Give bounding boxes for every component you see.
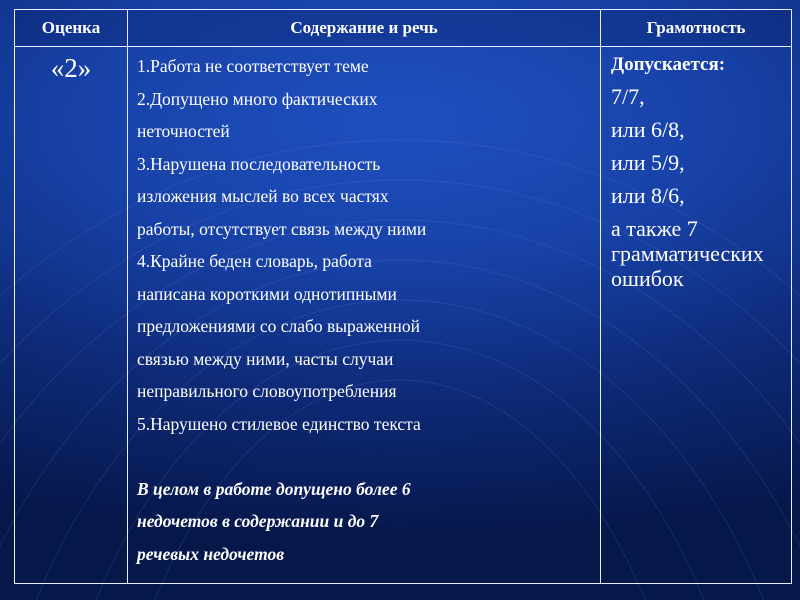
content-cell <box>128 47 601 584</box>
content-line: неточностей <box>137 121 230 141</box>
table-row <box>15 47 792 584</box>
summary-line: В целом в работе допущено более 6 <box>137 478 411 499</box>
content-line: неправильного словоупотребления <box>137 381 397 401</box>
summary-line: речевых недочетов <box>137 543 285 564</box>
content-line: работы, отсутствует связь между ними <box>137 218 427 239</box>
literacy-item: 7/7, <box>611 84 645 109</box>
content-line: изложения мыслей во всех частях <box>137 186 389 206</box>
literacy-item: или 8/6, <box>611 183 685 208</box>
literacy-item: или 6/8, <box>611 117 685 142</box>
content-line: 2.Допущено много фактических <box>137 88 378 109</box>
content-line: 3.Нарушена последовательность <box>137 153 381 174</box>
table-header-row <box>15 10 792 47</box>
header-literacy: Грамотность <box>601 10 792 47</box>
header-content-speech: Содержание и речь <box>128 10 601 47</box>
content-line: написана короткими однотипными <box>137 283 397 304</box>
literacy-last-item: а также 7 грамматических ошибок <box>611 216 764 291</box>
summary-line: недочетов в содержании и до 7 <box>137 511 379 531</box>
literacy-cell <box>601 47 792 584</box>
content-line: связью между ними, часты случаи <box>137 348 394 369</box>
spacer <box>137 440 593 473</box>
content-line: 5.Нарушено стилевое единство текста <box>137 413 421 434</box>
content-line: предложениями со слабо выраженной <box>137 316 421 336</box>
header-grade: Оценка <box>15 10 128 47</box>
grade-criteria-table <box>14 9 792 584</box>
literacy-item: или 5/9, <box>611 150 685 175</box>
content-line: 1.Работа не соответствует теме <box>137 56 369 76</box>
content-line: 4.Крайне беден словарь, работа <box>137 251 372 271</box>
literacy-heading: Допускается: <box>611 54 726 75</box>
grade-value: «2» <box>15 47 128 584</box>
